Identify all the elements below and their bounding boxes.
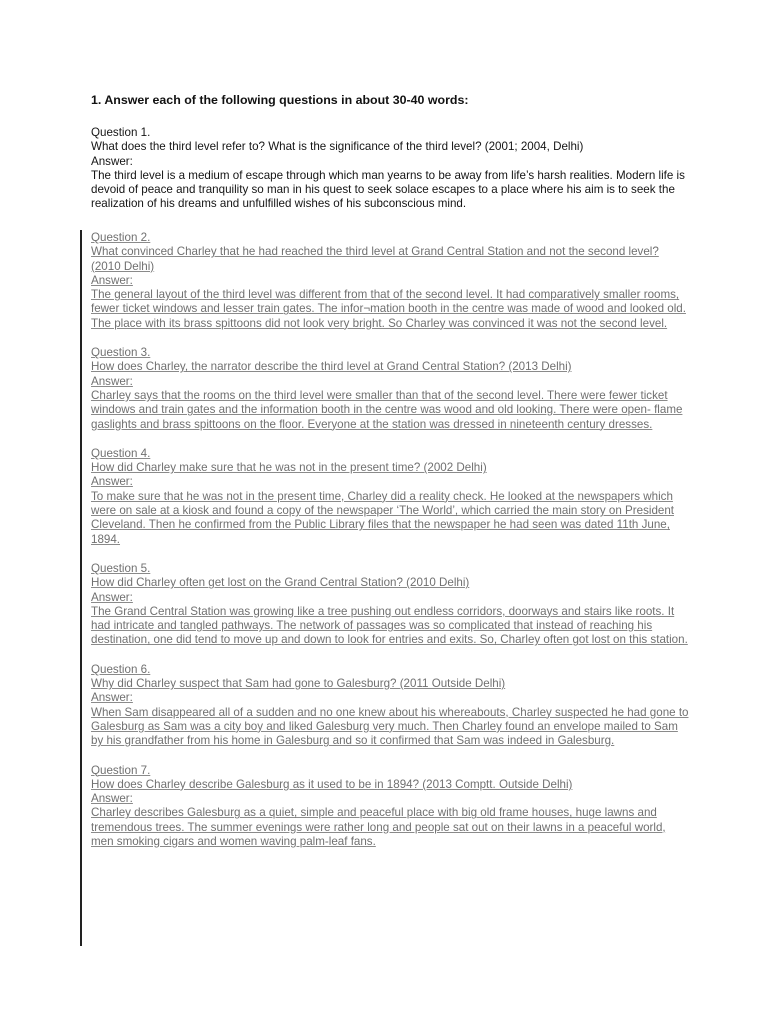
answer-text: The general layout of the third level was different from that of the second level. It had comparatively smaller rooms, fewer ticket windows and lesser train gates. The infor¬mation booth in the centre was made of wood and looked old. The place with its brass spittoons did not look very bright. So Charley was convinced it was not the second level.	[91, 288, 686, 330]
question-label: Question 3.	[91, 346, 151, 360]
question-label: Question 5.	[91, 561, 151, 575]
question-1-block	[91, 126, 691, 212]
answer-label: Answer:	[91, 374, 133, 388]
answer-label: Answer:	[91, 154, 133, 168]
answer-label: Answer:	[91, 590, 133, 604]
question-text: Why did Charley suspect that Sam had gone to Galesburg? (2011 Outside Delhi)	[91, 677, 506, 691]
question-6-block	[91, 663, 691, 749]
question-7-block	[91, 764, 691, 850]
question-label: Question 7.	[91, 763, 151, 777]
question-text: How did Charley make sure that he was not in the present time? (2002 Delhi)	[91, 461, 487, 475]
answer-label: Answer:	[91, 792, 133, 806]
answer-label: Answer:	[91, 475, 133, 489]
question-text: How did Charley often get lost on the Grand Central Station? (2010 Delhi)	[91, 576, 470, 590]
answer-text: Charley says that the rooms on the third level were smaller than that of the second level. There were fewer ticket windows and train gates and the information booth in the centre was wood and old looking. There were open- flame gaslights and brass spittoons on the floor. Everyone at the station was dressed in nineteenth century dresses.	[91, 388, 683, 431]
question-3-block	[91, 346, 691, 432]
answer-text: Charley describes Galesburg as a quiet, simple and peaceful place with big old frame houses, huge lawns and tremendous trees. The summer evenings were rather long and people sat out on their lawns in a peaceful world, men smoking cigars and women waving palm-leaf fans.	[91, 806, 666, 848]
answer-text: The third level is a medium of escape through which man yearns to be away from life’s harsh realities. Modern life is devoid of peace and tranquility so man in his quest to seek solace escapes to a place where his aim is to seek the realization of his dreams and unfulfilled wishes of his subconscious mind.	[91, 168, 685, 211]
question-text: How does Charley, the narrator describe the third level at Grand Central Station? (2013 Delhi)	[91, 360, 572, 374]
revision-change-bar	[80, 230, 82, 946]
question-label: Question 1.	[91, 126, 151, 139]
question-text: How does Charley describe Galesburg as it used to be in 1894? (2013 Comptt. Outside Delhi)	[91, 777, 573, 791]
answer-label: Answer:	[91, 273, 133, 287]
answer-label: Answer:	[91, 691, 133, 705]
question-2-block	[91, 231, 691, 331]
question-label: Question 4.	[91, 446, 151, 460]
revised-questions	[91, 231, 691, 864]
section-heading: 1. Answer each of the following questions in about 30-40 words:	[91, 93, 469, 107]
question-5-block	[91, 562, 691, 648]
answer-text: To make sure that he was not in the present time, Charley did a reality check. He looked at the newspapers which were on sale at a kiosk and found a copy of the newspaper ‘The World’, which carried the main story on President Cleveland. Then he confirmed from the Public Library files that the newspaper he had seen was dated 11th June, 1894.	[91, 489, 675, 546]
answer-text: When Sam disappeared all of a sudden and no one knew about his whereabouts, Charley suspected he had gone to Galesburg as Sam was a city boy and liked Galesburg very much. Then Charley found an envelope mailed to Sam by his grandfather from his home in Galesburg and so it confirmed that Sam was indeed in Galesburg.	[91, 705, 689, 748]
question-label: Question 2.	[91, 231, 151, 244]
answer-text: The Grand Central Station was growing like a tree pushing out endless corridors, doorways and stairs like roots. It had intricate and tangled pathways. The network of passages was so complicated that instead of reaching his destination, one did tend to move up and down to look for entries and exits. So, Charley often got lost on this station.	[91, 604, 688, 647]
question-4-block	[91, 447, 691, 547]
question-text: What does the third level refer to? What is the significance of the third level? (2001; 2004, Delhi)	[91, 140, 584, 154]
question-label: Question 6.	[91, 662, 151, 676]
question-text: What convinced Charley that he had reached the third level at Grand Central Station and not the second level? (2010 Delhi)	[91, 245, 659, 273]
